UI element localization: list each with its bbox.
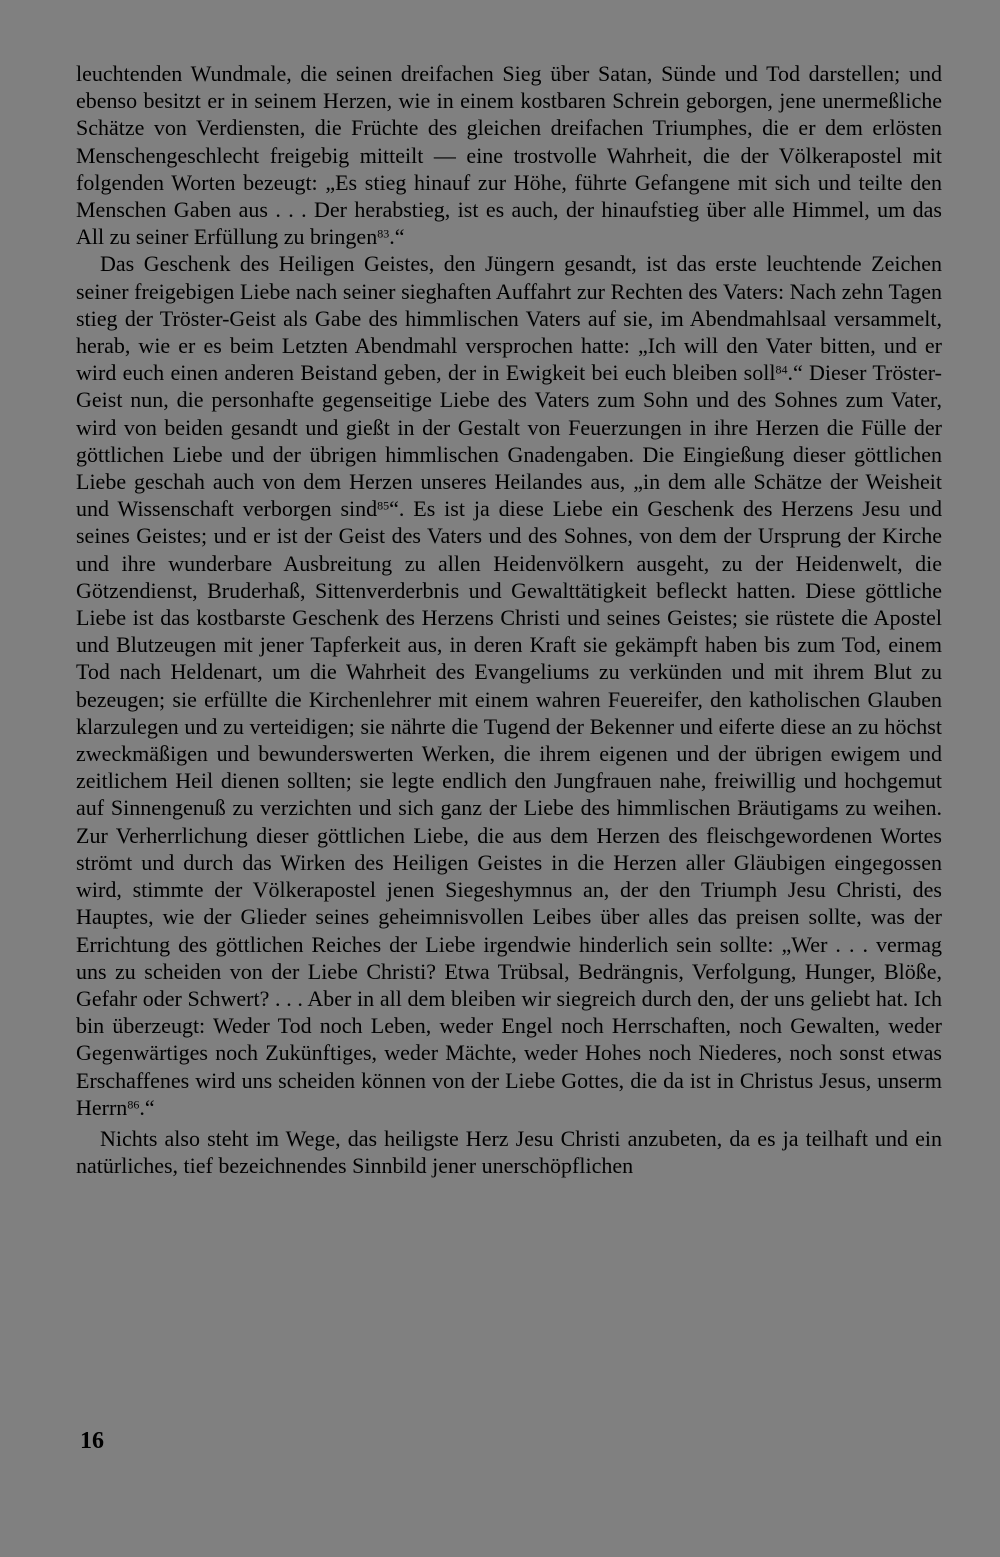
footnote-ref-83: 83 (377, 226, 390, 241)
footnote-ref-86: 86 (127, 1097, 140, 1112)
page-number: 16 (80, 1428, 104, 1454)
footnote-ref-85: 85 (377, 498, 390, 513)
paragraph-1-text-2: .“ (389, 224, 405, 250)
footnote-ref-84: 84 (775, 362, 788, 377)
paragraph-1 (76, 60, 942, 250)
paragraph-2-text-3: “. Es ist ja diese Liebe ein Geschenk des Herzens Jesu und seines Geistes; und er ist der Geist des Vaters und des Sohnes, von dem der Ursprung der Kirche und ihre wunderbare Ausbreitung zu allen Heidenvölkern ausgeht, zu der Heidenwelt, die Götzendienst, Bruderhaß, Sittenverderbnis und Gewalttätigkeit befleckt hatten. Diese göttliche Liebe ist das kostbarste Geschenk des Herzens Christi und seines Geistes; sie rüstete die Apostel und Blutzeugen mit jener Tapferkeit aus, in deren Kraft sie gekämpft haben bis zum Tod, einem Tod nach Heldenart, um die Wahrheit des Evangeliums zu verkünden und mit ihrem Blut zu bezeugen; sie erfüllte die Kirchenlehrer mit einem wahren Feuereifer, den katholischen Glauben klarzulegen und zu verteidigen; sie nährte die Tugend der Bekenner und eiferte diese an zu höchst zweckmäßigen und bewunderswerten Werken, die ihrem eigenen und der übrigen ewigem und zeitlichem Heil dienen sollten; sie legte endlich den Jungfrauen nahe, freiwillig und hochgemut auf Sinnengenuß zu verzichten und sich ganz der Liebe des himmlischen Bräutigams zu weihen. Zur Verherrlichung dieser göttlichen Liebe, die aus dem Herzen des fleischgewordenen Wortes strömt und durch das Wirken des Heiligen Geistes in die Herzen aller Gläubigen eingegossen wird, stimmte der Völkerapostel jenen Siegeshymnus an, der den Triumph Jesu Christi, des Hauptes, wie der Glieder seines geheimnisvollen Leibes über alles das preisen sollte, was der Errichtung des göttlichen Reiches der Liebe irgendwie hinderlich sein sollte: „Wer . . . vermag uns zu scheiden von der Liebe Christi? Etwa Trübsal, Bedrängnis, Verfolgung, Hunger, Blöße, Gefahr oder Schwert? . . . Aber in all dem bleiben wir siegreich durch den, der uns geliebt hat. Ich bin überzeugt: Weder Tod noch Leben, weder Engel noch Herrschaften, noch Gewalten, weder Gegenwärtiges noch Zukünftiges, weder Mächte, weder Hohes noch Niederes, noch sonst etwas Erschaffenes wird uns scheiden können von der Liebe Gottes, die da ist in Christus Jesus, unserm Herrn (76, 496, 942, 1120)
paragraph-3 (76, 1125, 942, 1179)
page-body (76, 60, 942, 1179)
paragraph-3-text-1: Nichts also steht im Wege, das heiligste Herz Jesu Christi anzubeten, da es ja teilhaft und ein natürliches, tief bezeichnendes Sinnbild jener unerschöpflichen (76, 1125, 942, 1179)
paragraph-1-text-1: leuchtenden Wundmale, die seinen dreifachen Sieg über Satan, Sünde und Tod darstellen; und ebenso besitzt er in seinem Herzen, wie in einem kostbaren Schrein geborgen, jene unermeßliche Schätze von Verdiensten, die Früchte des gleichen dreifachen Triumphes, die er dem erlösten Menschengeschlecht freigebig mitteilt — eine trostvolle Wahrheit, die der Völkerapostel mit folgenden Worten bezeugt: „Es stieg hinauf zur Höhe, führte Gefangene mit sich und teilte den Menschen Gaben aus . . . Der herabstieg, ist es auch, der hinaufstieg über alle Himmel, um das All zu seiner Erfüllung zu bringen (76, 61, 942, 250)
paragraph-2-text-1: Das Geschenk des Heiligen Geistes, den Jüngern gesandt, ist das erste leuchtende Zeichen seiner freigebigen Liebe nach seiner sieghaften Auffahrt zur Rechten des Vaters: Nach zehn Tagen stieg der Tröster-Geist als Gabe des himmlischen Vaters auf sie, im Abendmahlsaal versammelt, herab, wie er es beim Letzten Abendmahl versprochen hatte: „Ich will den Vater bitten, und er wird euch einen anderen Beistand geben, der in Ewigkeit bei euch bleiben soll (76, 251, 942, 386)
paragraph-2-text-2: .“ Dieser Tröster-Geist nun, die personhafte gegenseitige Liebe des Vaters zum Sohn und des Sohnes zum Vater, wird von beiden gesandt und gießt in der Gestalt von Feuerzungen in ihre Herzen die Fülle der göttlichen Liebe und der übrigen himmlischen Gnadengaben. Die Eingießung dieser göttlichen Liebe geschah auch von dem Herzen unseres Heilandes aus, „in dem alle Schätze der Weisheit und Wissenschaft verborgen sind (76, 360, 942, 522)
paragraph-2-text-4: .“ (139, 1094, 155, 1120)
paragraph-2 (76, 250, 942, 1121)
